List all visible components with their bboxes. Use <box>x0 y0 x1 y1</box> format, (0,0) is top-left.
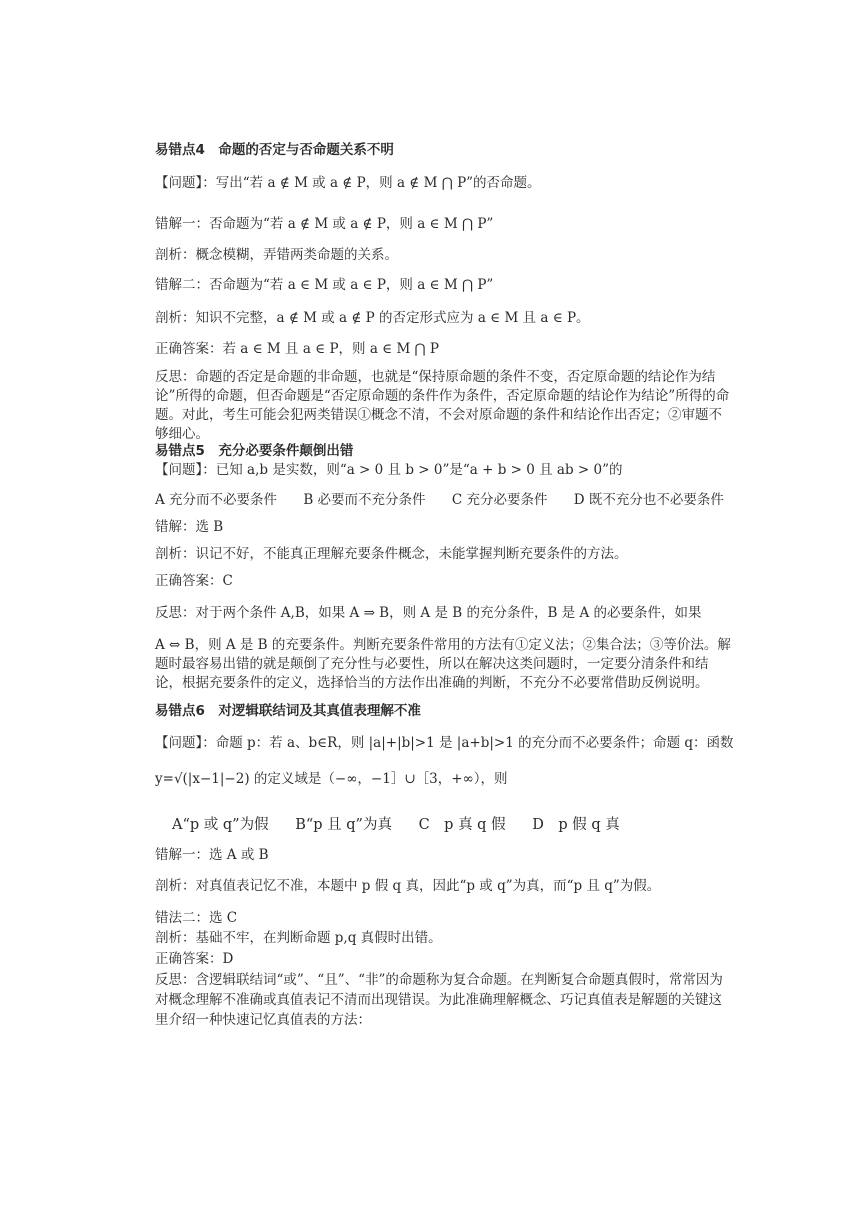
option-a: A“p 或 q”为假 <box>172 817 269 833</box>
section-6-analysis-2: 剖析：基础不牢，在判断命题 p,q 真假时出错。 <box>155 930 442 946</box>
section-6-wrong-answer-1: 错解一：选 A 或 B <box>155 847 269 863</box>
section-5-heading: 易错点5 充分必要条件颠倒出错 <box>155 443 354 459</box>
option-b: B 必要而不充分条件 <box>303 492 426 508</box>
section-5-analysis: 剖析：识记不好，不能真正理解充要条件概念，未能掌握判断充要条件的方法。 <box>155 546 628 562</box>
section-6-options <box>172 815 752 836</box>
option-c: C 充分必要条件 <box>451 492 548 508</box>
section-4-heading: 易错点4 命题的否定与否命题关系不明 <box>155 142 394 158</box>
section-6-question-line-1: 【问题】：命题 p：若 a、b∈R，则 |a|+|b|>1 是 |a+b|>1 的充分而不必要条件；命题 q：函数 <box>155 735 734 751</box>
section-5-correct-answer: 正确答案：C <box>155 573 233 589</box>
section-4-wrong-answer-1: 错解一：否命题为“若 a ∉ M 或 a ∉ P，则 a ∈ M ⋂ P” <box>155 216 494 232</box>
section-4-reflection: 反思：命题的否定是命题的非命题，也就是“保持原命题的条件不变，否定原命题的结论作为结论”所得的命题，但否命题是“否定原命题的条件作为条件，否定原命题的结论作为结论”所得的命题。对此，考生可能会犯两类错误①概念不清，不会对原命题的条件和结论作出否定；②审题不够细心。 <box>155 369 730 442</box>
section-6-wrong-answer-2: 错法二：选 C <box>155 910 238 926</box>
section-6-correct-answer: 正确答案：D <box>155 951 234 967</box>
section-5-reflection-line-1: 反思：对于两个条件 A,B，如果 A ⇒ B，则 A 是 B 的充分条件，B 是 A 的必要条件，如果 <box>155 605 702 621</box>
option-a: A 充分而不必要条件 <box>155 492 278 508</box>
section-4-correct-answer: 正确答案：若 a ∈ M 且 a ∈ P，则 a ∈ M ⋂ P <box>155 341 440 357</box>
section-6-reflection: 反思：含逻辑联结词“或”、“且”、“非”的命题称为复合命题。在判断复合命题真假时，常常因为对概念理解不准确或真值表记不清而出现错误。为此准确理解概念、巧记真值表是解题的关键这里介绍一种快速记忆真值表的方法： <box>155 972 723 1028</box>
section-4-question: 【问题】：写出“若 a ∉ M 或 a ∉ P，则 a ∉ M ⋂ P”的否命题。 <box>155 175 541 191</box>
section-4-analysis-1: 剖析：概念模糊，弄错两类命题的关系。 <box>155 247 398 263</box>
option-b: B“p 且 q”为真 <box>295 817 392 833</box>
section-5-reflection-line-2: A ⇔ B，则 A 是 B 的充要条件。判断充要条件常用的方法有①定义法；②集合法；③等价法。解题时最容易出错的就是颠倒了充分性与必要性，所以在解决这类问题时，一定要分清条件和结论，根据充要条件的定义，选择恰当的方法作出准确的判断，不充分不必要常借助反例说明。 <box>155 637 731 691</box>
option-c: C p 真 q 假 <box>418 817 506 833</box>
section-5-question: 【问题】：已知 a,b 是实数，则“a > 0 且 b > 0”是“a + b > 0 且 ab > 0”的 <box>155 462 623 478</box>
section-5-wrong-answer: 错解：选 B <box>155 519 224 535</box>
section-6-analysis-1: 剖析：对真值表记忆不准，本题中 p 假 q 真，因此“p 或 q”为真，而“p 且 q”为假。 <box>155 878 661 894</box>
section-6-heading: 易错点6 对逻辑联结词及其真值表理解不准 <box>155 703 421 719</box>
option-d: D 既不充分也不必要条件 <box>573 492 724 508</box>
section-6-question-line-2: y=√(|x−1|−2) 的定义域是（−∞，−1］∪［3，+∞），则 <box>155 771 508 787</box>
section-4-wrong-answer-2: 错解二：否命题为“若 a ∈ M 或 a ∈ P，则 a ∈ M ⋂ P” <box>155 277 494 293</box>
option-d: D p 假 q 真 <box>532 817 620 833</box>
section-4-analysis-2: 剖析：知识不完整，a ∉ M 或 a ∉ P 的否定形式应为 a ∈ M 且 a ∈ P。 <box>155 310 590 326</box>
section-5-options <box>155 491 735 511</box>
